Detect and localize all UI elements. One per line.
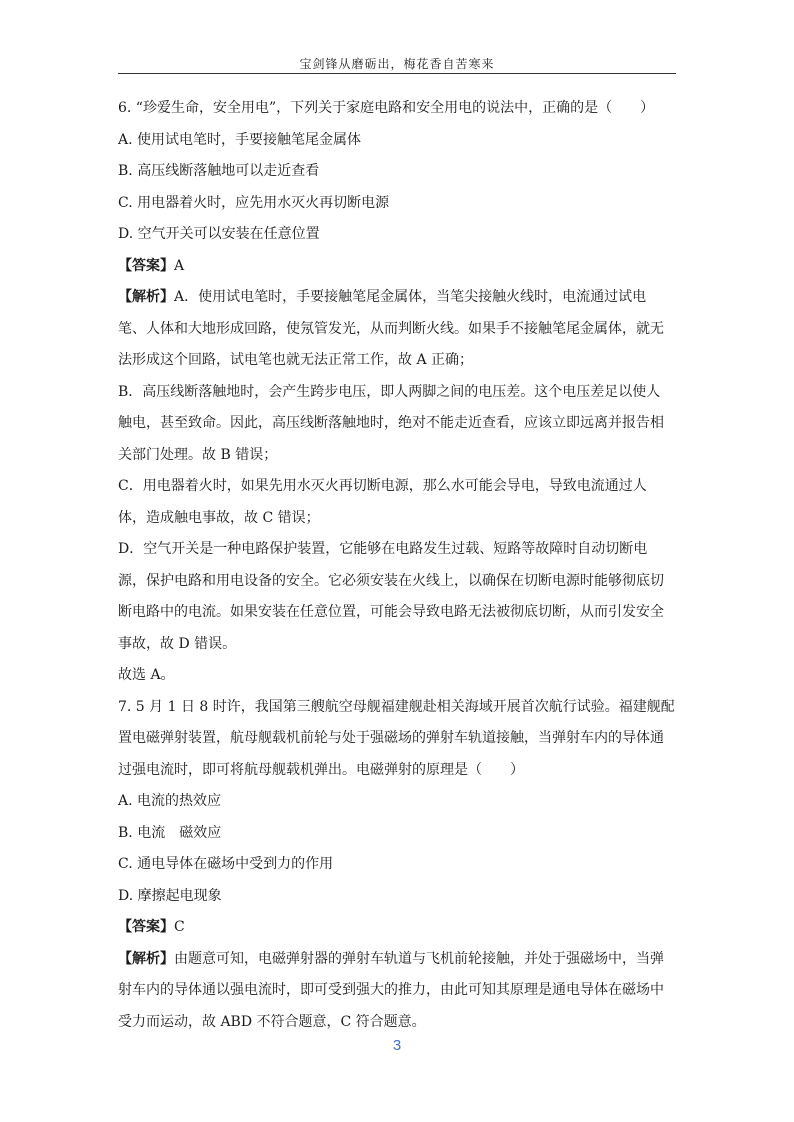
question-6-analysis-line: 断电路中的电流。如果安装在任意位置，可能会导致电路无法被彻底切断，从而引发安全 bbox=[118, 604, 664, 620]
question-6-answer bbox=[118, 256, 678, 277]
question-6-option-c: C. 用电器着火时，应先用水灭火再切断电源 bbox=[118, 194, 390, 211]
question-6-analysis-line: 源，保护电路和用电设备的安全。它必须安装在火线上，以确保在切断电源时能够彻底切 bbox=[118, 572, 664, 589]
page-header: 宝剑锋从磨砺出，梅花香自苦寒来 bbox=[299, 57, 495, 71]
answer-tag: 【答案】 bbox=[118, 257, 174, 274]
answer-value: A bbox=[174, 257, 185, 274]
question-7-option-d: D. 摩擦起电现象 bbox=[118, 887, 222, 904]
header-divider bbox=[118, 73, 676, 74]
analysis-tag: 【解析】 bbox=[118, 289, 174, 305]
question-7-analysis-line: 射车内的导体通以强电流时，即可受到强大的推力，由此可知其原理是通电导体在磁场中 bbox=[118, 982, 664, 998]
page-number: 3 bbox=[392, 1037, 402, 1054]
page-content bbox=[118, 98, 678, 1033]
analysis-text: A．使用试电笔时，手要接触笔尾金属体，当笔尖接触火线时，电流通过试电 bbox=[174, 289, 647, 305]
question-6-analysis-line: B．高压线断落触地时，会产生跨步电压，即人两脚之间的电压差。这个电压差足以使人 bbox=[118, 383, 661, 400]
question-7-stem-line: 置电磁弹射装置，航母舰载机前轮与处于强磁场的弹射车轨道接触，当弹射车内的导体通 bbox=[118, 730, 664, 746]
question-7-option-b: B. 电流 磁效应 bbox=[118, 824, 222, 841]
question-6-analysis-line: D．空气开关是一种电路保护装置，它能够在电路发生过载、短路等故障时自动切断电 bbox=[118, 541, 648, 557]
question-6-option-d: D. 空气开关可以安装在任意位置 bbox=[118, 226, 320, 242]
question-7-option-a: A. 电流的热效应 bbox=[118, 793, 222, 809]
question-7-answer bbox=[118, 917, 678, 938]
question-6-analysis-line: 体，造成触电事故，故 C 错误； bbox=[118, 509, 320, 526]
question-7-stem-line: 过强电流时，即可将航母舰载机弹出。电磁弹射的原理是（ ） bbox=[118, 761, 524, 778]
analysis-text: 由题意可知，电磁弹射器的弹射车轨道与飞机前轮接触，并处于强磁场中，当弹 bbox=[174, 950, 664, 967]
question-6-option-b: B. 高压线断落触地可以走近查看 bbox=[118, 163, 320, 179]
question-7-analysis-line bbox=[118, 949, 678, 970]
question-6-analysis-line bbox=[118, 287, 678, 308]
question-6-analysis-line: 法形成这个回路，试电笔也就无法正常工作，故 A 正确； bbox=[118, 352, 474, 368]
question-6-analysis-line: C．用电器着火时，如果先用水灭火再切断电源，那么水可能会导电，导致电流通过人 bbox=[118, 478, 647, 494]
question-6-analysis-line: 触电，甚至致命。因此，高压线断落触地时，绝对不能走近查看，应该立即远离并报告相 bbox=[118, 415, 664, 431]
question-6-stem: 6. “珍爱生命，安全用电”，下列关于家庭电路和安全用电的说法中，正确的是（ ） bbox=[118, 100, 655, 116]
question-7-option-c: C. 通电导体在磁场中受到力的作用 bbox=[118, 856, 334, 872]
question-6-option-a: A. 使用试电笔时，手要接触笔尾金属体 bbox=[118, 131, 362, 148]
question-7-analysis-line: 受力而运动，故 ABD 不符合题意，C 符合题意。 bbox=[118, 1013, 426, 1030]
answer-value: C bbox=[174, 919, 185, 935]
analysis-tag: 【解析】 bbox=[118, 950, 174, 967]
question-6-conclusion: 故选 A。 bbox=[118, 667, 175, 683]
question-6-analysis-line: 事故，故 D 错误。 bbox=[118, 635, 237, 652]
answer-tag: 【答案】 bbox=[118, 919, 174, 935]
question-6-analysis-line: 关部门处理。故 B 错误； bbox=[118, 446, 278, 463]
question-7-stem-line: 7. 5 月 1 日 8 时许，我国第三艘航空母舰福建舰赴相关海域开展首次航行试验。福建舰配 bbox=[118, 698, 675, 715]
question-6-analysis-line: 笔、人体和大地形成回路，使氖管发光，从而判断火线。如果手不接触笔尾金属体，就无 bbox=[118, 320, 664, 337]
